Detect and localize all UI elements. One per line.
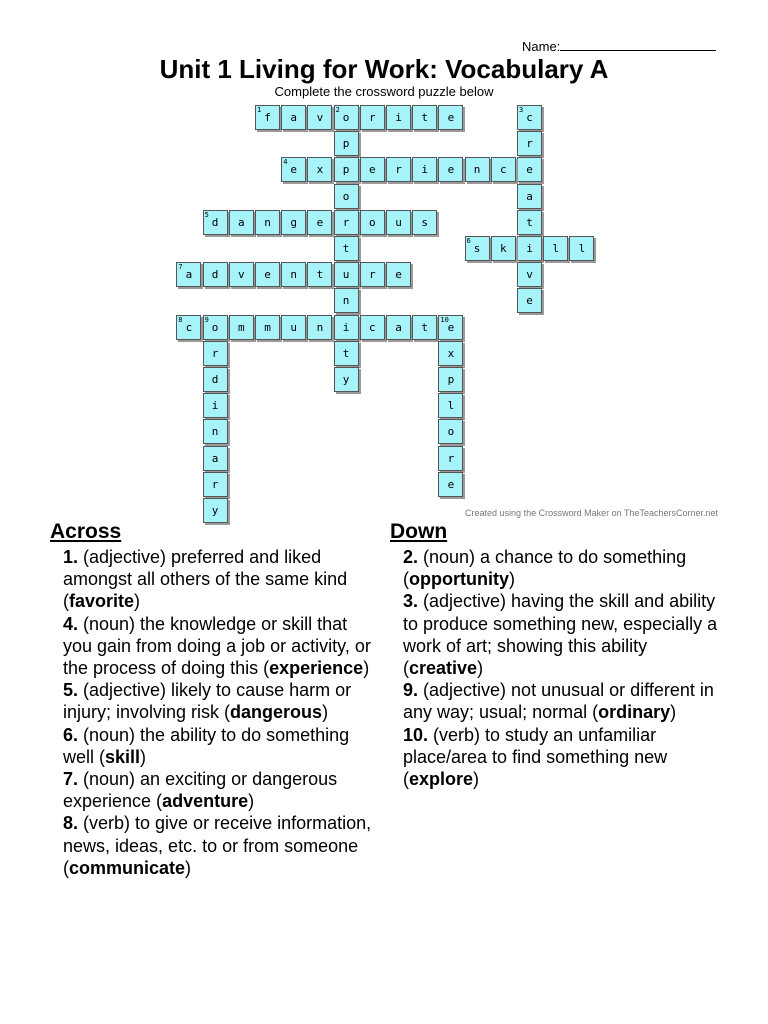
clue-number: 9 (204, 315, 209, 324)
crossword-cell[interactable] (438, 367, 463, 392)
cell-letter: e (526, 163, 533, 177)
crossword-cell[interactable] (438, 446, 463, 471)
cell-letter: m (264, 320, 271, 334)
clue-item (390, 679, 720, 723)
cell-letter: r (342, 215, 350, 229)
cell-letter: o (368, 215, 376, 229)
clue-item (390, 590, 720, 679)
crossword-cell[interactable] (281, 315, 306, 340)
clue-number: 3. (403, 591, 419, 612)
crossword-cell[interactable] (334, 341, 359, 366)
crossword-cell[interactable] (176, 262, 201, 287)
crossword-cell[interactable] (465, 157, 490, 182)
clue-item (390, 724, 720, 791)
clue-text: (adjective) likely to cause harm or injury; involving risk ( (63, 680, 352, 723)
cell-letter: a (526, 189, 533, 203)
crossword-cell[interactable] (360, 157, 385, 182)
clue-text: (noun) the ability to do something well ( (63, 724, 350, 767)
crossword-cell[interactable] (203, 419, 228, 444)
cell-letter: e (368, 163, 376, 177)
crossword-cell[interactable] (412, 105, 437, 130)
crossword-cell[interactable] (255, 210, 280, 235)
cell-letter: l (552, 242, 559, 255)
across-clue-list (50, 546, 380, 879)
crossword-cell[interactable] (255, 105, 280, 130)
cell-letter: r (368, 268, 376, 282)
across-heading: Across (50, 520, 122, 543)
cell-letter: x (447, 346, 455, 360)
clue-number: 1. (63, 547, 79, 567)
clue-answer: adventure (162, 791, 249, 812)
crossword-cell[interactable] (281, 105, 306, 130)
clue-answer: favorite (69, 591, 135, 612)
crossword-cell[interactable] (203, 472, 228, 497)
clue-number: 4. (63, 613, 79, 634)
cell-letter: y (342, 373, 350, 386)
crossword-cell[interactable] (517, 131, 542, 156)
crossword-cell[interactable] (176, 315, 201, 340)
cell-letter: t (316, 268, 324, 282)
down-clue-list (390, 546, 720, 790)
cell-letter: p (342, 137, 350, 151)
clue-end: ) (134, 591, 141, 612)
cell-letter: g (290, 215, 297, 229)
crossword-cell[interactable] (360, 210, 385, 235)
clue-end: ) (185, 857, 192, 878)
crossword-cell[interactable] (438, 105, 463, 130)
cell-letter: o (342, 189, 350, 203)
crossword-cell[interactable] (203, 315, 228, 340)
clue-end: ) (508, 569, 515, 590)
cell-letter: e (447, 111, 455, 124)
crossword-cell[interactable] (334, 157, 359, 182)
crossword-cell[interactable] (203, 393, 228, 418)
crossword-cell[interactable] (412, 315, 437, 340)
cell-letter: d (211, 373, 219, 386)
cell-letter: t (421, 111, 428, 124)
crossword-cell[interactable] (438, 157, 463, 182)
clue-end: ) (140, 746, 147, 767)
cell-letter: a (237, 215, 245, 229)
cell-letter: p (342, 163, 350, 177)
clue-number: 10. (403, 724, 429, 745)
cell-letter: i (342, 320, 350, 334)
cell-letter: c (499, 163, 507, 177)
cell-letter: n (264, 215, 271, 229)
clue-number: 7 (178, 263, 183, 272)
crossword-cell[interactable] (360, 262, 385, 287)
cell-letter: i (395, 111, 402, 124)
cell-letter: e (526, 294, 533, 308)
cell-letter: c (526, 111, 533, 124)
down-column (390, 518, 720, 790)
clue-text: (adjective) not unusual or different in any way; usual; normal ( (403, 680, 714, 723)
clue-number: 3 (519, 106, 524, 114)
credit-text: Created using the Crossword Maker on TheTeachersCorner.net (465, 508, 718, 518)
crossword-cell[interactable] (334, 105, 359, 130)
clue-number: 5. (63, 680, 79, 701)
crossword-cell[interactable] (307, 157, 332, 182)
crossword-cell[interactable] (334, 262, 359, 287)
crossword-cell[interactable] (229, 210, 254, 235)
cell-letter: a (290, 111, 297, 124)
crossword-cell[interactable] (307, 262, 332, 287)
crossword-cell[interactable] (203, 341, 228, 366)
crossword-cell[interactable] (334, 315, 359, 340)
crossword-cell[interactable] (386, 315, 411, 340)
clue-answer: explore (409, 769, 474, 790)
cell-letter: d (211, 215, 219, 229)
crossword-cell[interactable] (307, 105, 332, 130)
cell-letter: k (499, 242, 507, 255)
clue-item (50, 768, 380, 812)
crossword-cell[interactable] (465, 236, 490, 261)
cell-letter: r (395, 163, 402, 177)
page-subtitle: Complete the crossword puzzle below (274, 84, 494, 99)
crossword-cell[interactable] (307, 315, 332, 340)
clue-number: 1 (257, 106, 262, 114)
cell-letter: u (290, 320, 297, 334)
cell-letter: n (316, 320, 324, 334)
clue-number: 6. (63, 724, 79, 745)
clue-item (50, 546, 380, 613)
crossword-cell[interactable] (334, 184, 359, 209)
clue-end: ) (248, 791, 255, 812)
cell-letter: e (316, 215, 324, 229)
crossword-cell[interactable] (334, 367, 359, 392)
crossword-cell[interactable] (281, 210, 306, 235)
cell-letter: u (342, 268, 350, 282)
cell-letter: t (526, 215, 533, 229)
cell-letter: y (211, 504, 219, 517)
clue-text: (adjective) preferred and liked amongst all others of the same kind ( (63, 547, 348, 612)
clue-end: ) (322, 702, 329, 723)
clue-item (390, 546, 720, 590)
crossword-cell[interactable] (386, 262, 411, 287)
cell-letter: p (447, 373, 455, 386)
cell-letter: e (447, 320, 455, 334)
clue-end: ) (473, 769, 480, 790)
crossword-cell[interactable] (438, 341, 463, 366)
crossword-cell[interactable] (517, 288, 542, 313)
cell-letter: x (316, 163, 324, 177)
cell-letter: o (211, 320, 219, 334)
cell-letter: r (447, 451, 455, 465)
crossword-cell[interactable] (438, 315, 463, 340)
cell-letter: n (342, 294, 350, 308)
cell-letter: r (526, 137, 533, 151)
crossword-cell[interactable] (517, 236, 542, 261)
crossword-cell[interactable] (438, 393, 463, 418)
crossword-cell[interactable] (543, 236, 568, 261)
cell-letter: n (211, 425, 219, 439)
cell-letter: e (395, 268, 402, 282)
cell-letter: i (421, 163, 428, 177)
cell-letter: t (342, 346, 350, 360)
clue-answer: dangerous (230, 702, 323, 723)
page-title: Unit 1 Living for Work: Vocabulary A (159, 54, 609, 84)
cell-letter: e (264, 268, 271, 282)
crossword-cell[interactable] (517, 157, 542, 182)
crossword-cell[interactable] (203, 210, 228, 235)
cell-letter: o (447, 425, 455, 439)
clue-number: 8 (178, 315, 183, 324)
crossword-cell[interactable] (307, 210, 332, 235)
clue-answer: ordinary (598, 702, 671, 723)
crossword-cell[interactable] (255, 262, 280, 287)
clue-answer: creative (409, 658, 478, 679)
cell-letter: l (578, 242, 586, 255)
clue-answer: communicate (69, 857, 186, 878)
cell-letter: i (526, 242, 533, 255)
crossword-cell[interactable] (438, 472, 463, 497)
crossword-cell[interactable] (360, 315, 385, 340)
clue-number: 2. (403, 547, 419, 567)
clue-text: (adjective) having the skill and ability to produce something new, especially a work of art; showing this ability ( (403, 591, 718, 679)
clue-number: 6 (466, 237, 471, 245)
clue-item (50, 724, 380, 768)
cell-letter: s (473, 242, 481, 255)
crossword-cell[interactable] (412, 157, 437, 182)
crossword-cell[interactable] (229, 262, 254, 287)
cell-letter: e (447, 163, 455, 177)
cell-letter: u (395, 215, 402, 229)
crossword-cell[interactable] (386, 157, 411, 182)
across-column (50, 518, 380, 879)
cell-letter: s (421, 215, 428, 229)
clue-item (50, 812, 380, 879)
crossword-cell[interactable] (229, 315, 254, 340)
crossword-cell[interactable] (334, 131, 359, 156)
cell-letter: f (264, 111, 271, 124)
cell-letter: n (473, 163, 481, 177)
crossword-cell[interactable] (491, 157, 516, 182)
clue-number: 2 (335, 106, 340, 114)
clue-number: 5 (204, 210, 209, 219)
clue-number: 9. (403, 680, 419, 701)
crossword-cell[interactable] (386, 210, 411, 235)
cell-letter: t (342, 242, 350, 255)
cell-letter: m (237, 320, 245, 334)
crossword-cell[interactable] (360, 105, 385, 130)
down-heading: Down (390, 520, 448, 543)
clue-text: (noun) an exciting or dangerous experience ( (63, 769, 338, 812)
clue-answer: skill (105, 746, 141, 767)
name-label: Name: (522, 39, 561, 54)
clue-end: ) (670, 702, 677, 723)
cell-letter: e (290, 163, 297, 177)
cell-letter: a (185, 268, 193, 282)
cell-letter: o (342, 111, 350, 124)
crossword-cell[interactable] (203, 262, 228, 287)
clue-text: (verb) to give or receive information, news, ideas, etc. to or from someone ( (63, 813, 372, 878)
crossword-cell[interactable] (281, 262, 306, 287)
crossword-cell[interactable] (569, 236, 594, 261)
clue-number: 8. (63, 813, 79, 834)
cell-letter: c (185, 320, 193, 334)
crossword-cell[interactable] (281, 157, 306, 182)
clue-end: ) (477, 658, 484, 679)
cell-letter: n (290, 268, 297, 282)
crossword-cell[interactable] (334, 236, 359, 261)
cell-letter: r (211, 477, 219, 491)
crossword-cell[interactable] (517, 210, 542, 235)
clue-text: (noun) a chance to do something ( (403, 547, 687, 590)
clue-number: 10 (440, 315, 449, 324)
crossword-cell[interactable] (334, 288, 359, 313)
clue-answer: experience (269, 658, 364, 679)
crossword-cell[interactable] (517, 262, 542, 287)
cell-letter: c (368, 320, 376, 334)
cell-letter: i (211, 399, 219, 413)
crossword-cell[interactable] (203, 367, 228, 392)
cell-letter: a (395, 320, 402, 334)
clue-number: 4 (283, 158, 288, 167)
cell-letter: v (237, 268, 245, 282)
crossword-cell[interactable] (203, 446, 228, 471)
clue-text: (verb) to study an unfamiliar place/area to find something new ( (403, 724, 668, 790)
cell-letter: r (211, 346, 219, 360)
clue-text: (noun) the knowledge or skill that you gain from doing a job or activity, or the process of doing this ( (63, 613, 371, 679)
crossword-cell[interactable] (438, 419, 463, 444)
cell-letter: d (211, 268, 219, 282)
cell-letter: v (316, 111, 324, 124)
clue-item (50, 679, 380, 723)
cell-letter: a (211, 451, 219, 465)
cell-letter: t (421, 320, 428, 334)
clue-number: 7. (63, 769, 79, 790)
crossword-cell[interactable] (412, 210, 437, 235)
cell-letter: l (447, 399, 455, 413)
crossword-cell[interactable] (255, 315, 280, 340)
cell-letter: e (447, 477, 455, 491)
clue-item (50, 613, 380, 680)
crossword-cell[interactable] (517, 105, 542, 130)
crossword-cell[interactable] (386, 105, 411, 130)
clue-answer: opportunity (409, 569, 509, 590)
crossword-cell[interactable] (334, 210, 359, 235)
crossword-cell[interactable] (517, 184, 542, 209)
clue-end: ) (363, 658, 370, 679)
cell-letter: v (526, 268, 533, 282)
crossword-cell[interactable] (491, 236, 516, 261)
cell-letter: r (368, 111, 376, 124)
